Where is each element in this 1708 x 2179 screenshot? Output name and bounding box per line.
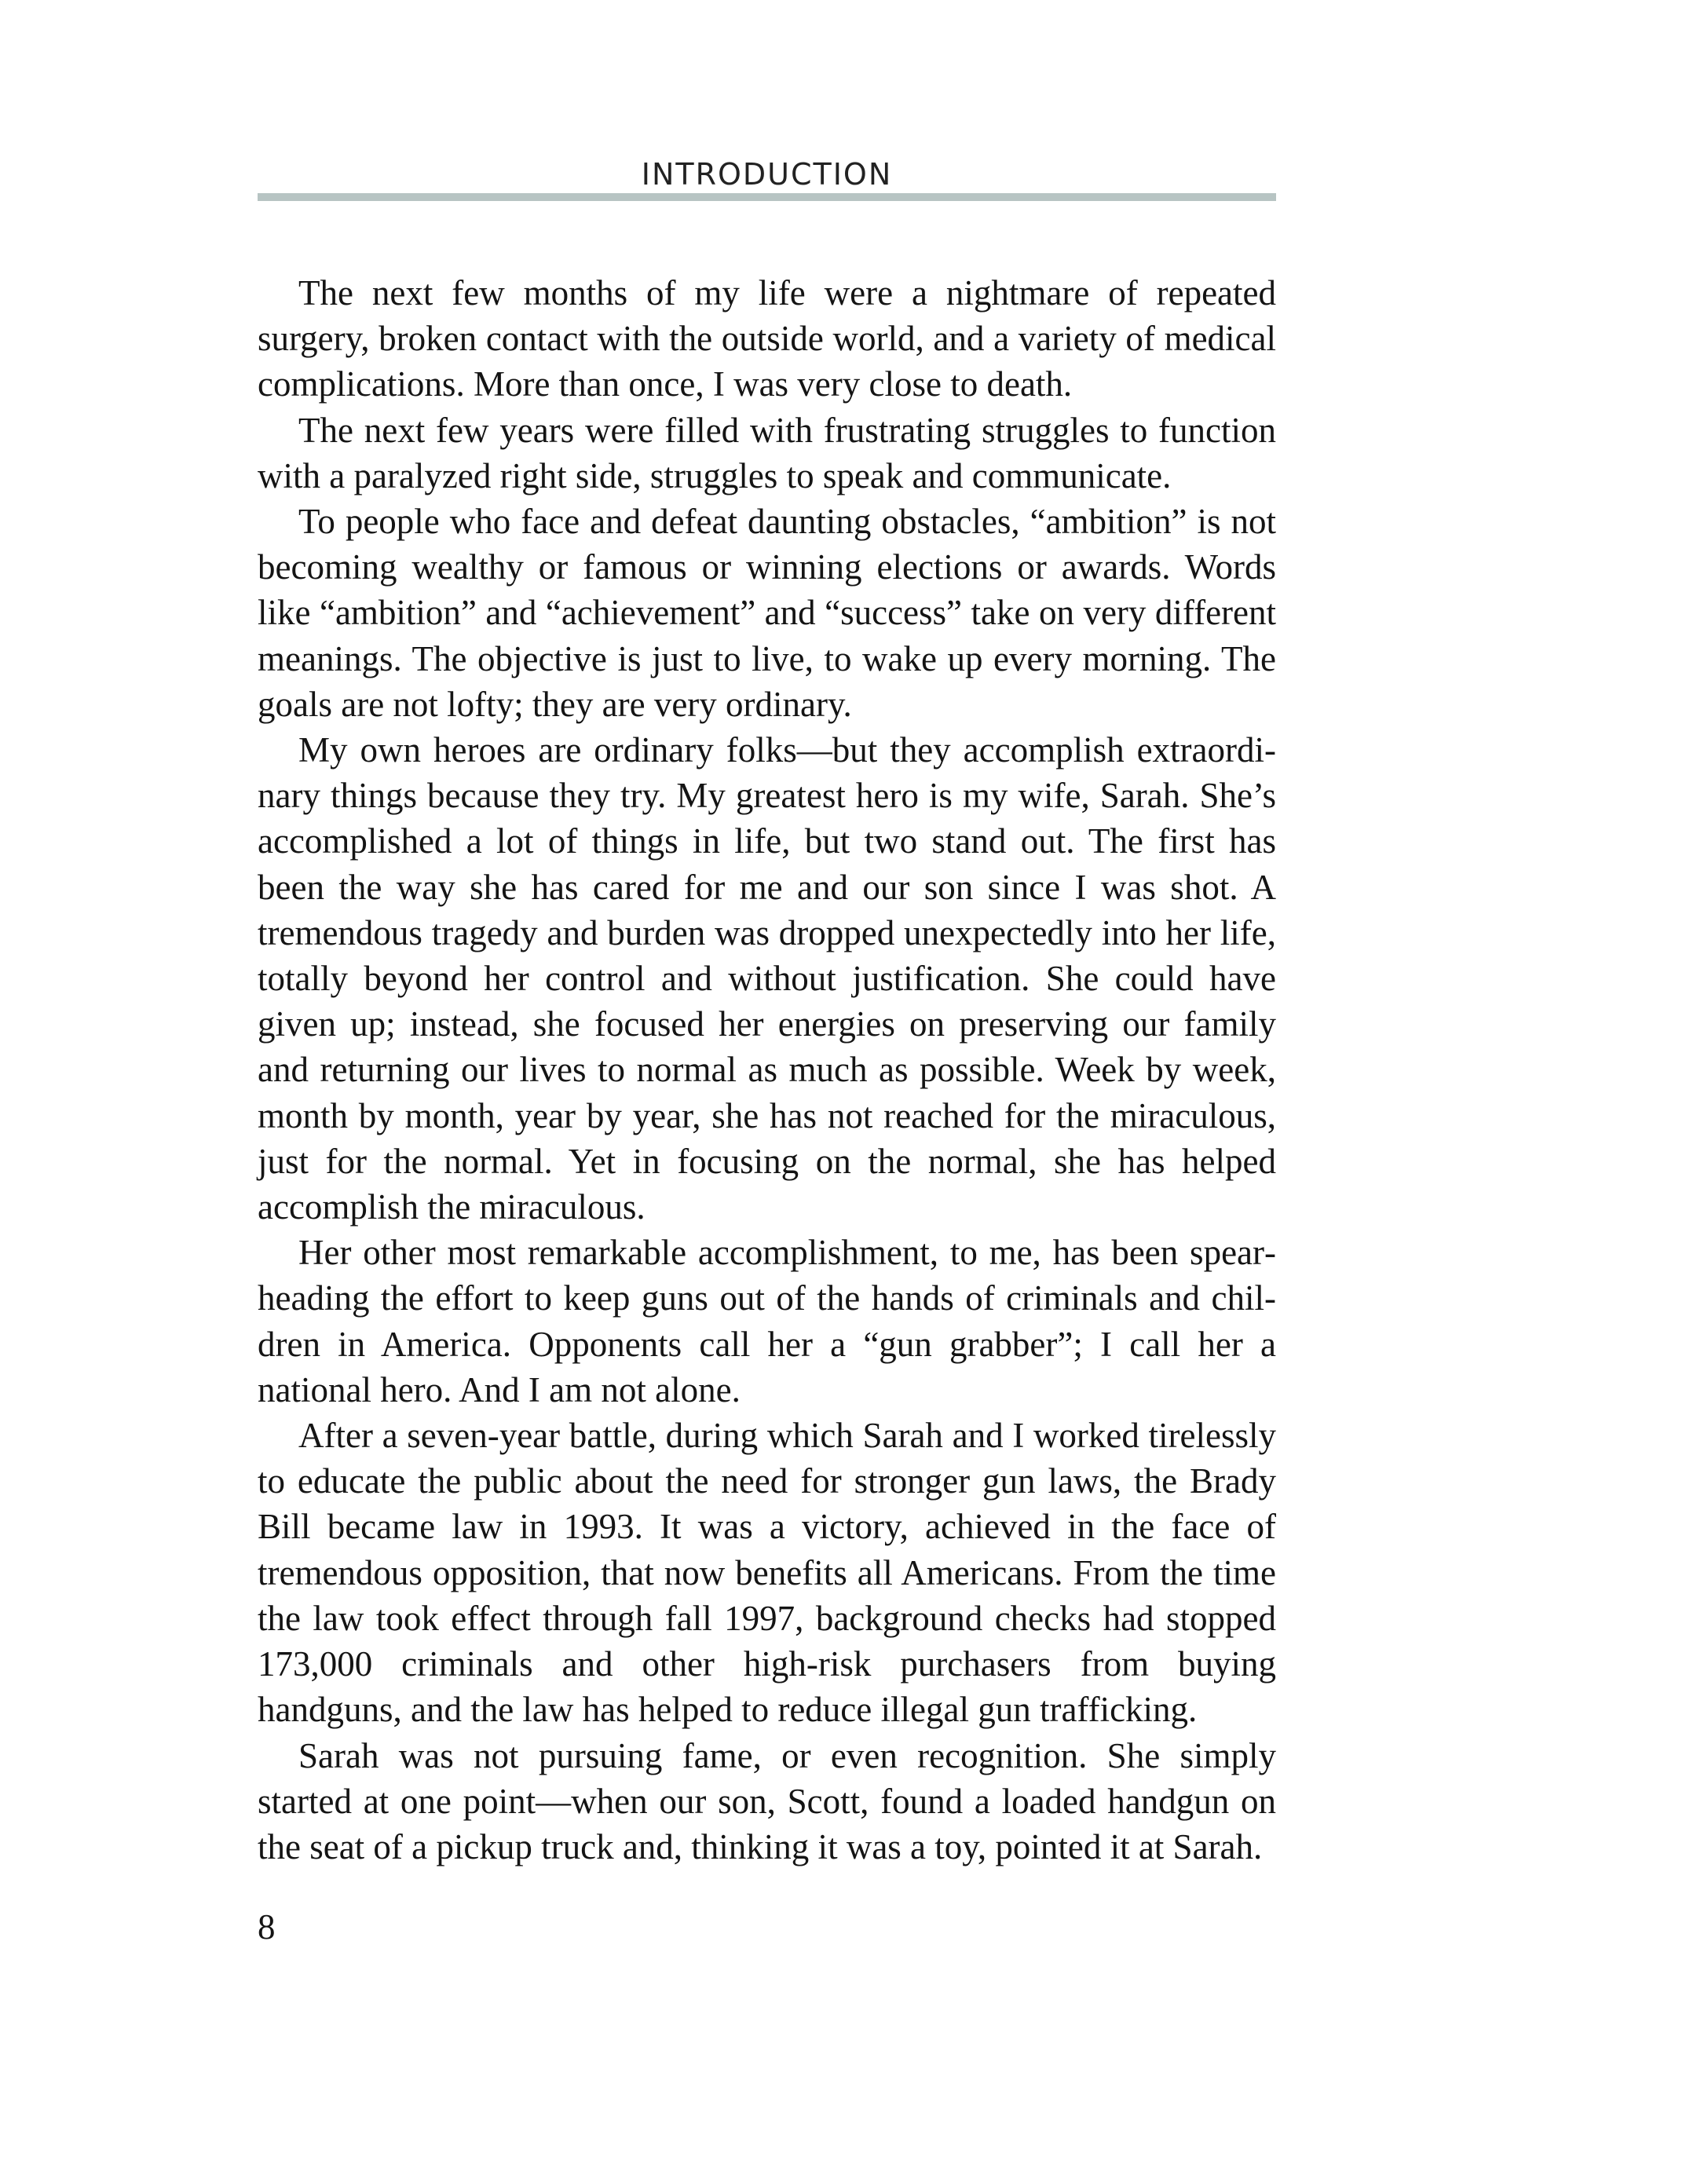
paragraph: The next few years were filled with frustrating struggles to function with a paralyzed right side, struggles to speak and communicate. [258,410,1276,495]
header-rule [258,193,1276,201]
paragraph: Sarah was not pursuing fame, or even recognition. She simply started at one point—when our son, Scott, found a loaded handgun on the seat of a pickup truck and, thinking it was a toy, pointed it at Sarah. [258,1735,1276,1866]
page-number: 8 [258,1907,276,1947]
body-text [258,270,1276,1870]
paragraph: After a seven-year battle, during which Sarah and I worked tirelessly to educate the public about the need for stronger gun laws, the Brady Bill became law in 1993. It was a victory, achieved in the face of tremendous opposition, that now benefits all Americans. From the time the law took effect through fall 1997, background checks had stopped 173,000 criminals and other high-risk purchasers from buying handguns, and the law has helped to reduce illegal gun trafficking. [258,1416,1276,1730]
paragraph: The next few months of my life were a nightmare of repeated surgery, broken contact with the outside world, and a variety of medical complications. More than once, I was very close to death. [258,273,1276,404]
paragraph: To people who face and defeat daunting obstacles, “ambition” is not becoming wealthy or famous or winning elections or awards. Words like “ambition” and “achievement” and “success” take on very different meanings. The objective is just to live, to wake up every morning. The goals are not lofty; they are very ordinary. [258,502,1276,724]
paragraph: My own heroes are ordinary folks—but they accomplish extraordinary things because they try. My greatest hero is my wife, Sarah. She’s accomplished a lot of things in life, but two stand out. The first has been the way she has cared for me and our son since I was shot. A tremendous tragedy and burden was dropped unexpectedly into her life, totally beyond her control and without justification. She could have given up; instead, she focused her energies on preserving our family and returning our lives to normal as much as possible. Week by week, month by month, year by year, she has not reached for the miraculous, just for the normal. Yet in focusing on the normal, she has helped accomplish the miraculous. [258,730,1276,1227]
paragraph: Her other most remarkable accomplishment, to me, has been spearheading the effort to keep guns out of the hands of criminals and children in America. Opponents call her a “gun grabber”; I call her a national hero. And I am not alone. [258,1233,1276,1409]
running-head: INTRODUCTION [641,157,893,192]
